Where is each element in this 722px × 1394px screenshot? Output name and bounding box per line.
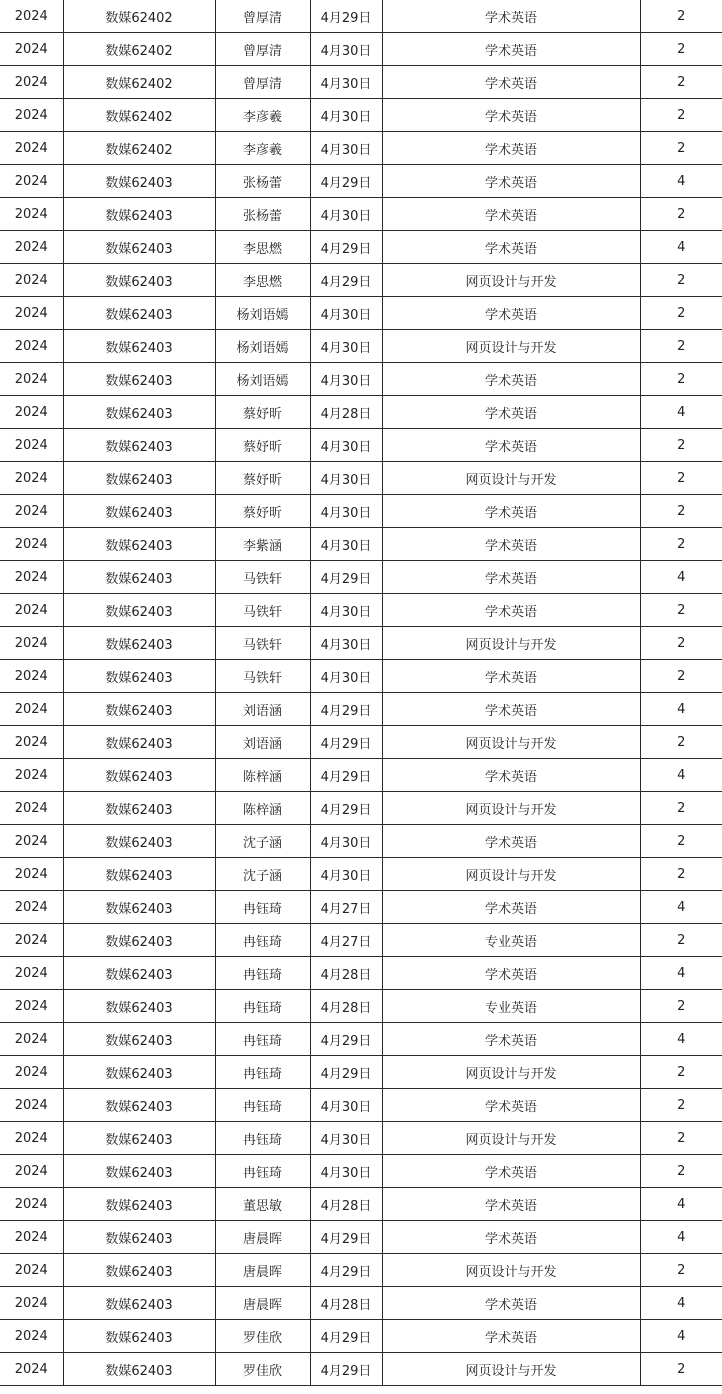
cell-class: 数媒62403 <box>63 1254 215 1287</box>
cell-student-name: 杨刘语嫣 <box>215 363 310 396</box>
cell-year: 2024 <box>0 1287 63 1320</box>
cell-student-name: 杨刘语嫣 <box>215 330 310 363</box>
cell-student-name: 蔡妤昕 <box>215 429 310 462</box>
cell-count: 4 <box>640 165 722 198</box>
table-row <box>0 462 722 495</box>
table-row <box>0 66 722 99</box>
cell-student-name: 冉钰琦 <box>215 1056 310 1089</box>
cell-course: 学术英语 <box>382 165 640 198</box>
table-row <box>0 231 722 264</box>
cell-course: 网页设计与开发 <box>382 627 640 660</box>
cell-year: 2024 <box>0 0 63 33</box>
cell-course: 学术英语 <box>382 0 640 33</box>
cell-course: 学术英语 <box>382 1089 640 1122</box>
cell-class: 数媒62402 <box>63 99 215 132</box>
cell-course: 网页设计与开发 <box>382 462 640 495</box>
table-row <box>0 561 722 594</box>
cell-course: 学术英语 <box>382 1188 640 1221</box>
cell-count: 2 <box>640 429 722 462</box>
cell-year: 2024 <box>0 1155 63 1188</box>
cell-date: 4月28日 <box>310 990 382 1023</box>
cell-year: 2024 <box>0 1188 63 1221</box>
table-row <box>0 264 722 297</box>
cell-date: 4月30日 <box>310 297 382 330</box>
cell-course: 学术英语 <box>382 660 640 693</box>
cell-date: 4月30日 <box>310 594 382 627</box>
cell-class: 数媒62403 <box>63 1089 215 1122</box>
cell-count: 4 <box>640 231 722 264</box>
cell-count: 2 <box>640 198 722 231</box>
cell-date: 4月29日 <box>310 693 382 726</box>
cell-count: 2 <box>640 924 722 957</box>
cell-course: 学术英语 <box>382 297 640 330</box>
cell-student-name: 刘语涵 <box>215 726 310 759</box>
cell-date: 4月29日 <box>310 759 382 792</box>
cell-count: 4 <box>640 759 722 792</box>
cell-student-name: 曾厚清 <box>215 33 310 66</box>
cell-date: 4月29日 <box>310 165 382 198</box>
cell-student-name: 张杨蕾 <box>215 198 310 231</box>
cell-class: 数媒62403 <box>63 264 215 297</box>
cell-course: 学术英语 <box>382 429 640 462</box>
cell-class: 数媒62403 <box>63 924 215 957</box>
table-row <box>0 1254 722 1287</box>
cell-class: 数媒62403 <box>63 165 215 198</box>
cell-count: 2 <box>640 990 722 1023</box>
cell-date: 4月30日 <box>310 495 382 528</box>
table-row <box>0 33 722 66</box>
cell-course: 学术英语 <box>382 1320 640 1353</box>
cell-course: 学术英语 <box>382 33 640 66</box>
cell-count: 2 <box>640 132 722 165</box>
cell-class: 数媒62403 <box>63 1155 215 1188</box>
table-row <box>0 858 722 891</box>
table-row <box>0 1056 722 1089</box>
cell-count: 2 <box>640 627 722 660</box>
cell-year: 2024 <box>0 264 63 297</box>
cell-date: 4月28日 <box>310 1188 382 1221</box>
cell-class: 数媒62403 <box>63 660 215 693</box>
table-row <box>0 99 722 132</box>
cell-count: 2 <box>640 1089 722 1122</box>
table-row <box>0 1320 722 1353</box>
cell-year: 2024 <box>0 1320 63 1353</box>
cell-count: 4 <box>640 561 722 594</box>
cell-date: 4月30日 <box>310 1089 382 1122</box>
cell-count: 2 <box>640 1056 722 1089</box>
cell-class: 数媒62403 <box>63 825 215 858</box>
cell-class: 数媒62403 <box>63 594 215 627</box>
cell-student-name: 冉钰琦 <box>215 1122 310 1155</box>
cell-count: 2 <box>640 1254 722 1287</box>
cell-date: 4月30日 <box>310 330 382 363</box>
cell-count: 2 <box>640 297 722 330</box>
table-row <box>0 759 722 792</box>
cell-count: 2 <box>640 792 722 825</box>
cell-class: 数媒62403 <box>63 1023 215 1056</box>
cell-class: 数媒62403 <box>63 330 215 363</box>
cell-count: 2 <box>640 1122 722 1155</box>
cell-year: 2024 <box>0 957 63 990</box>
table-row <box>0 627 722 660</box>
cell-course: 学术英语 <box>382 693 640 726</box>
cell-course: 网页设计与开发 <box>382 1254 640 1287</box>
cell-date: 4月29日 <box>310 231 382 264</box>
cell-count: 2 <box>640 594 722 627</box>
cell-year: 2024 <box>0 528 63 561</box>
cell-year: 2024 <box>0 561 63 594</box>
cell-class: 数媒62403 <box>63 726 215 759</box>
cell-year: 2024 <box>0 759 63 792</box>
cell-student-name: 冉钰琦 <box>215 924 310 957</box>
cell-date: 4月30日 <box>310 99 382 132</box>
cell-student-name: 张杨蕾 <box>215 165 310 198</box>
cell-year: 2024 <box>0 495 63 528</box>
cell-date: 4月29日 <box>310 1221 382 1254</box>
cell-count: 2 <box>640 99 722 132</box>
cell-date: 4月30日 <box>310 627 382 660</box>
cell-year: 2024 <box>0 462 63 495</box>
cell-year: 2024 <box>0 825 63 858</box>
cell-student-name: 冉钰琦 <box>215 1155 310 1188</box>
cell-student-name: 曾厚清 <box>215 66 310 99</box>
cell-class: 数媒62403 <box>63 429 215 462</box>
cell-date: 4月29日 <box>310 726 382 759</box>
cell-class: 数媒62403 <box>63 1353 215 1386</box>
table-row <box>0 363 722 396</box>
cell-student-name: 陈梓涵 <box>215 759 310 792</box>
table-row <box>0 1221 722 1254</box>
cell-year: 2024 <box>0 396 63 429</box>
cell-count: 2 <box>640 660 722 693</box>
cell-student-name: 蔡妤昕 <box>215 495 310 528</box>
cell-date: 4月30日 <box>310 858 382 891</box>
cell-count: 2 <box>640 1353 722 1386</box>
table-row <box>0 330 722 363</box>
cell-count: 2 <box>640 858 722 891</box>
table-row <box>0 726 722 759</box>
cell-class: 数媒62403 <box>63 1122 215 1155</box>
cell-year: 2024 <box>0 1221 63 1254</box>
cell-student-name: 马铁轩 <box>215 627 310 660</box>
cell-count: 2 <box>640 528 722 561</box>
cell-class: 数媒62403 <box>63 1287 215 1320</box>
cell-date: 4月29日 <box>310 561 382 594</box>
cell-course: 学术英语 <box>382 1287 640 1320</box>
cell-year: 2024 <box>0 198 63 231</box>
table-row <box>0 297 722 330</box>
cell-student-name: 李思燃 <box>215 231 310 264</box>
cell-class: 数媒62403 <box>63 1320 215 1353</box>
cell-student-name: 董思敏 <box>215 1188 310 1221</box>
table-row <box>0 1188 722 1221</box>
cell-class: 数媒62403 <box>63 990 215 1023</box>
cell-student-name: 杨刘语嫣 <box>215 297 310 330</box>
cell-date: 4月29日 <box>310 1056 382 1089</box>
cell-date: 4月28日 <box>310 957 382 990</box>
cell-count: 4 <box>640 1320 722 1353</box>
table-row <box>0 132 722 165</box>
cell-student-name: 罗佳欣 <box>215 1353 310 1386</box>
cell-student-name: 冉钰琦 <box>215 1023 310 1056</box>
cell-year: 2024 <box>0 1122 63 1155</box>
cell-student-name: 唐晨晖 <box>215 1254 310 1287</box>
cell-class: 数媒62403 <box>63 792 215 825</box>
cell-date: 4月30日 <box>310 528 382 561</box>
table-row <box>0 528 722 561</box>
cell-class: 数媒62403 <box>63 759 215 792</box>
cell-date: 4月27日 <box>310 891 382 924</box>
table-row <box>0 198 722 231</box>
cell-course: 学术英语 <box>382 594 640 627</box>
cell-course: 网页设计与开发 <box>382 264 640 297</box>
cell-year: 2024 <box>0 33 63 66</box>
table-row <box>0 957 722 990</box>
cell-date: 4月30日 <box>310 1122 382 1155</box>
cell-course: 专业英语 <box>382 924 640 957</box>
cell-student-name: 冉钰琦 <box>215 990 310 1023</box>
cell-year: 2024 <box>0 891 63 924</box>
cell-class: 数媒62403 <box>63 693 215 726</box>
cell-course: 学术英语 <box>382 1023 640 1056</box>
cell-student-name: 李彦羲 <box>215 99 310 132</box>
cell-year: 2024 <box>0 132 63 165</box>
cell-year: 2024 <box>0 297 63 330</box>
cell-year: 2024 <box>0 165 63 198</box>
cell-student-name: 冉钰琦 <box>215 891 310 924</box>
cell-student-name: 唐晨晖 <box>215 1221 310 1254</box>
cell-course: 学术英语 <box>382 495 640 528</box>
cell-course: 网页设计与开发 <box>382 1122 640 1155</box>
cell-count: 2 <box>640 1155 722 1188</box>
table-row <box>0 495 722 528</box>
cell-course: 学术英语 <box>382 231 640 264</box>
cell-date: 4月28日 <box>310 396 382 429</box>
cell-year: 2024 <box>0 1089 63 1122</box>
cell-date: 4月30日 <box>310 429 382 462</box>
cell-year: 2024 <box>0 1353 63 1386</box>
table-row <box>0 792 722 825</box>
cell-student-name: 蔡妤昕 <box>215 396 310 429</box>
cell-class: 数媒62402 <box>63 0 215 33</box>
cell-year: 2024 <box>0 429 63 462</box>
cell-date: 4月30日 <box>310 660 382 693</box>
cell-class: 数媒62403 <box>63 297 215 330</box>
cell-count: 2 <box>640 825 722 858</box>
table-row <box>0 165 722 198</box>
cell-date: 4月28日 <box>310 1287 382 1320</box>
cell-student-name: 沈子涵 <box>215 825 310 858</box>
cell-date: 4月30日 <box>310 363 382 396</box>
cell-year: 2024 <box>0 792 63 825</box>
table-row <box>0 825 722 858</box>
cell-course: 学术英语 <box>382 957 640 990</box>
cell-year: 2024 <box>0 858 63 891</box>
cell-count: 2 <box>640 363 722 396</box>
cell-date: 4月29日 <box>310 1023 382 1056</box>
cell-year: 2024 <box>0 231 63 264</box>
cell-student-name: 冉钰琦 <box>215 1089 310 1122</box>
cell-date: 4月30日 <box>310 132 382 165</box>
cell-course: 网页设计与开发 <box>382 1353 640 1386</box>
cell-student-name: 罗佳欣 <box>215 1320 310 1353</box>
cell-course: 网页设计与开发 <box>382 858 640 891</box>
cell-date: 4月30日 <box>310 462 382 495</box>
cell-course: 网页设计与开发 <box>382 330 640 363</box>
cell-course: 学术英语 <box>382 396 640 429</box>
cell-course: 学术英语 <box>382 363 640 396</box>
cell-date: 4月30日 <box>310 33 382 66</box>
cell-year: 2024 <box>0 363 63 396</box>
cell-date: 4月30日 <box>310 198 382 231</box>
cell-student-name: 蔡妤昕 <box>215 462 310 495</box>
cell-year: 2024 <box>0 330 63 363</box>
cell-count: 2 <box>640 462 722 495</box>
cell-year: 2024 <box>0 924 63 957</box>
cell-course: 网页设计与开发 <box>382 1056 640 1089</box>
cell-count: 4 <box>640 957 722 990</box>
cell-year: 2024 <box>0 594 63 627</box>
cell-date: 4月29日 <box>310 264 382 297</box>
cell-count: 4 <box>640 891 722 924</box>
cell-class: 数媒62402 <box>63 33 215 66</box>
cell-year: 2024 <box>0 660 63 693</box>
cell-year: 2024 <box>0 726 63 759</box>
cell-course: 学术英语 <box>382 891 640 924</box>
cell-student-name: 马铁轩 <box>215 561 310 594</box>
table-row <box>0 693 722 726</box>
cell-date: 4月29日 <box>310 1320 382 1353</box>
cell-class: 数媒62403 <box>63 627 215 660</box>
cell-date: 4月27日 <box>310 924 382 957</box>
table-row <box>0 1287 722 1320</box>
cell-year: 2024 <box>0 1254 63 1287</box>
cell-student-name: 陈梓涵 <box>215 792 310 825</box>
cell-class: 数媒62403 <box>63 1188 215 1221</box>
cell-count: 4 <box>640 396 722 429</box>
cell-student-name: 曾厚清 <box>215 0 310 33</box>
table-row <box>0 924 722 957</box>
cell-student-name: 李思燃 <box>215 264 310 297</box>
cell-class: 数媒62403 <box>63 1221 215 1254</box>
cell-count: 2 <box>640 495 722 528</box>
cell-date: 4月29日 <box>310 0 382 33</box>
cell-course: 学术英语 <box>382 198 640 231</box>
cell-student-name: 李彦羲 <box>215 132 310 165</box>
cell-course: 网页设计与开发 <box>382 792 640 825</box>
cell-class: 数媒62403 <box>63 957 215 990</box>
cell-count: 2 <box>640 66 722 99</box>
table-row <box>0 396 722 429</box>
cell-course: 学术英语 <box>382 528 640 561</box>
cell-student-name: 马铁轩 <box>215 594 310 627</box>
cell-course: 学术英语 <box>382 99 640 132</box>
cell-class: 数媒62403 <box>63 363 215 396</box>
cell-class: 数媒62403 <box>63 1056 215 1089</box>
table-row <box>0 1089 722 1122</box>
cell-class: 数媒62403 <box>63 231 215 264</box>
cell-course: 学术英语 <box>382 1155 640 1188</box>
cell-date: 4月30日 <box>310 1155 382 1188</box>
cell-year: 2024 <box>0 693 63 726</box>
cell-course: 学术英语 <box>382 132 640 165</box>
table-row <box>0 594 722 627</box>
cell-student-name: 冉钰琦 <box>215 957 310 990</box>
cell-course: 网页设计与开发 <box>382 726 640 759</box>
cell-count: 4 <box>640 693 722 726</box>
cell-date: 4月30日 <box>310 66 382 99</box>
cell-date: 4月29日 <box>310 1254 382 1287</box>
cell-class: 数媒62403 <box>63 495 215 528</box>
table-row <box>0 660 722 693</box>
cell-student-name: 马铁轩 <box>215 660 310 693</box>
cell-count: 2 <box>640 0 722 33</box>
cell-date: 4月29日 <box>310 1353 382 1386</box>
cell-course: 学术英语 <box>382 1221 640 1254</box>
cell-count: 2 <box>640 264 722 297</box>
cell-date: 4月29日 <box>310 792 382 825</box>
table-row <box>0 891 722 924</box>
table-row <box>0 990 722 1023</box>
cell-year: 2024 <box>0 1023 63 1056</box>
cell-course: 学术英语 <box>382 66 640 99</box>
cell-class: 数媒62403 <box>63 462 215 495</box>
cell-class: 数媒62403 <box>63 858 215 891</box>
table-row <box>0 1155 722 1188</box>
cell-course: 学术英语 <box>382 759 640 792</box>
table-row <box>0 0 722 33</box>
cell-class: 数媒62403 <box>63 561 215 594</box>
cell-date: 4月30日 <box>310 825 382 858</box>
table-row <box>0 1122 722 1155</box>
cell-course: 专业英语 <box>382 990 640 1023</box>
cell-student-name: 唐晨晖 <box>215 1287 310 1320</box>
cell-year: 2024 <box>0 66 63 99</box>
cell-class: 数媒62403 <box>63 396 215 429</box>
cell-student-name: 刘语涵 <box>215 693 310 726</box>
cell-student-name: 沈子涵 <box>215 858 310 891</box>
cell-course: 学术英语 <box>382 561 640 594</box>
table-row <box>0 1023 722 1056</box>
cell-year: 2024 <box>0 99 63 132</box>
cell-student-name: 李紫涵 <box>215 528 310 561</box>
cell-class: 数媒62402 <box>63 132 215 165</box>
table-row <box>0 1353 722 1386</box>
cell-count: 2 <box>640 33 722 66</box>
cell-class: 数媒62403 <box>63 198 215 231</box>
cell-year: 2024 <box>0 627 63 660</box>
cell-class: 数媒62402 <box>63 66 215 99</box>
cell-year: 2024 <box>0 990 63 1023</box>
table-row <box>0 429 722 462</box>
cell-class: 数媒62403 <box>63 891 215 924</box>
cell-count: 4 <box>640 1221 722 1254</box>
cell-class: 数媒62403 <box>63 528 215 561</box>
cell-count: 2 <box>640 330 722 363</box>
cell-count: 4 <box>640 1188 722 1221</box>
cell-count: 2 <box>640 726 722 759</box>
cell-count: 4 <box>640 1287 722 1320</box>
cell-course: 学术英语 <box>382 825 640 858</box>
cell-count: 4 <box>640 1023 722 1056</box>
cell-year: 2024 <box>0 1056 63 1089</box>
